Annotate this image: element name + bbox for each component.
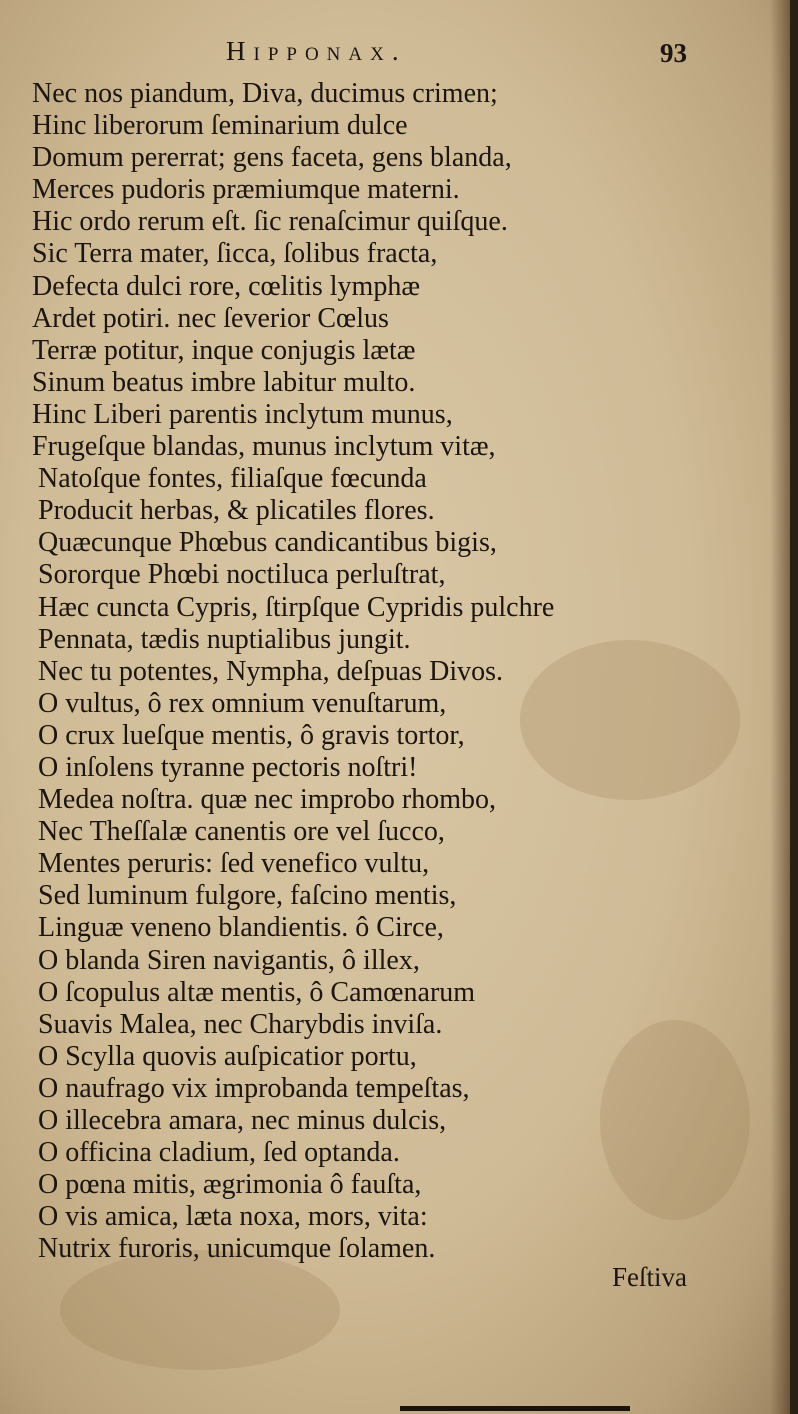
verse-line: Natoſque fontes, filiaſque fœcunda: [38, 463, 427, 495]
verse-line: Nec tu potentes, Nympha, deſpuas Divos.: [38, 655, 504, 687]
verse-line: Sinum beatus imbre labitur multo.: [32, 366, 416, 398]
verse-line: O blanda Siren navigantis, ô illex,: [38, 944, 420, 976]
page-number: 93: [660, 38, 687, 68]
verse-line: O illecebra amara, nec minus dulcis,: [38, 1105, 447, 1136]
verse-line: O officina cladium, ſed optanda.: [38, 1137, 400, 1169]
verse-line: Medea noſtra. quæ nec improbo rhombo,: [38, 784, 497, 816]
verse-line: O naufrago vix improbanda tempeſtas,: [38, 1072, 470, 1104]
verse-line: Quæcunque Phœbus candicantibus bigis,: [38, 527, 497, 559]
verse-text: [32, 78, 682, 1265]
verse-line: Hinc liberorum ſeminarium dulce: [32, 110, 408, 142]
verse-line: Hinc Liberi parentis inclytum munus,: [32, 398, 453, 430]
verse-line: O Scylla quovis auſpicatior portu,: [38, 1040, 417, 1072]
verse-line: O vultus, ô rex omnium venuſtarum,: [38, 687, 447, 719]
verse-line: O vis amica, læta noxa, mors, vita:: [38, 1201, 428, 1233]
verse-line: Linguæ veneno blandientis. ô Circe,: [38, 912, 444, 944]
verse-line: Terræ potitur, inque conjugis lætæ: [32, 334, 416, 366]
verse-line: Nec Theſſalæ canentis ore vel ſucco,: [38, 816, 445, 848]
paper-stain: [60, 1250, 340, 1370]
verse-line: O ſcopulus altæ mentis, ô Camœnarum: [38, 976, 476, 1008]
verse-line: Suavis Malea, nec Charybdis inviſa.: [38, 1008, 443, 1040]
verse-line: O inſolens tyranne pectoris noſtri!: [38, 751, 418, 783]
verse-line: Producit herbas, & plicatiles flores.: [38, 495, 435, 527]
verse-line: Ardet potiri. nec ſeverior Cœlus: [32, 302, 389, 334]
verse-line: Sed luminum fulgore, faſcino mentis,: [38, 880, 457, 912]
page-edge-shadow: [770, 0, 790, 1414]
verse-line: Hæc cuncta Cypris, ſtirpſque Cypridis pulchre: [38, 591, 555, 623]
running-head: Hipponax.: [226, 36, 407, 66]
verse-line: O crux lueſque mentis, ô gravis tortor,: [38, 719, 465, 751]
catchword: Feſtiva: [612, 1262, 687, 1292]
verse-line: Sororque Phœbi noctiluca perluſtrat,: [38, 559, 446, 591]
verse-line: Merces pudoris præmiumque materni.: [32, 174, 460, 206]
verse-line: Defecta dulci rore, cœlitis lymphæ: [32, 270, 420, 302]
verse-line: Domum pererrat; gens faceta, gens blanda,: [32, 142, 512, 174]
verse-line: Nec nos piandum, Diva, ducimus crimen;: [32, 78, 498, 109]
verse-line: Frugeſque blandas, munus inclytum vitæ,: [32, 431, 496, 463]
verse-line: Mentes peruris: ſed venefico vultu,: [38, 848, 430, 880]
verse-line: Pennata, tædis nuptialibus jungit.: [38, 623, 411, 655]
page-header: [0, 36, 790, 80]
bottom-shadow-rule: [400, 1406, 630, 1411]
verse-line: O pœna mitis, ægrimonia ô fauſta,: [38, 1169, 422, 1201]
verse-line: Nutrix furoris, unicumque ſolamen.: [38, 1233, 436, 1265]
verse-line: Hic ordo rerum eſt. ſic renaſcimur quiſque.: [32, 206, 508, 238]
verse-line: Sic Terra mater, ſicca, ſolibus fracta,: [32, 238, 438, 270]
